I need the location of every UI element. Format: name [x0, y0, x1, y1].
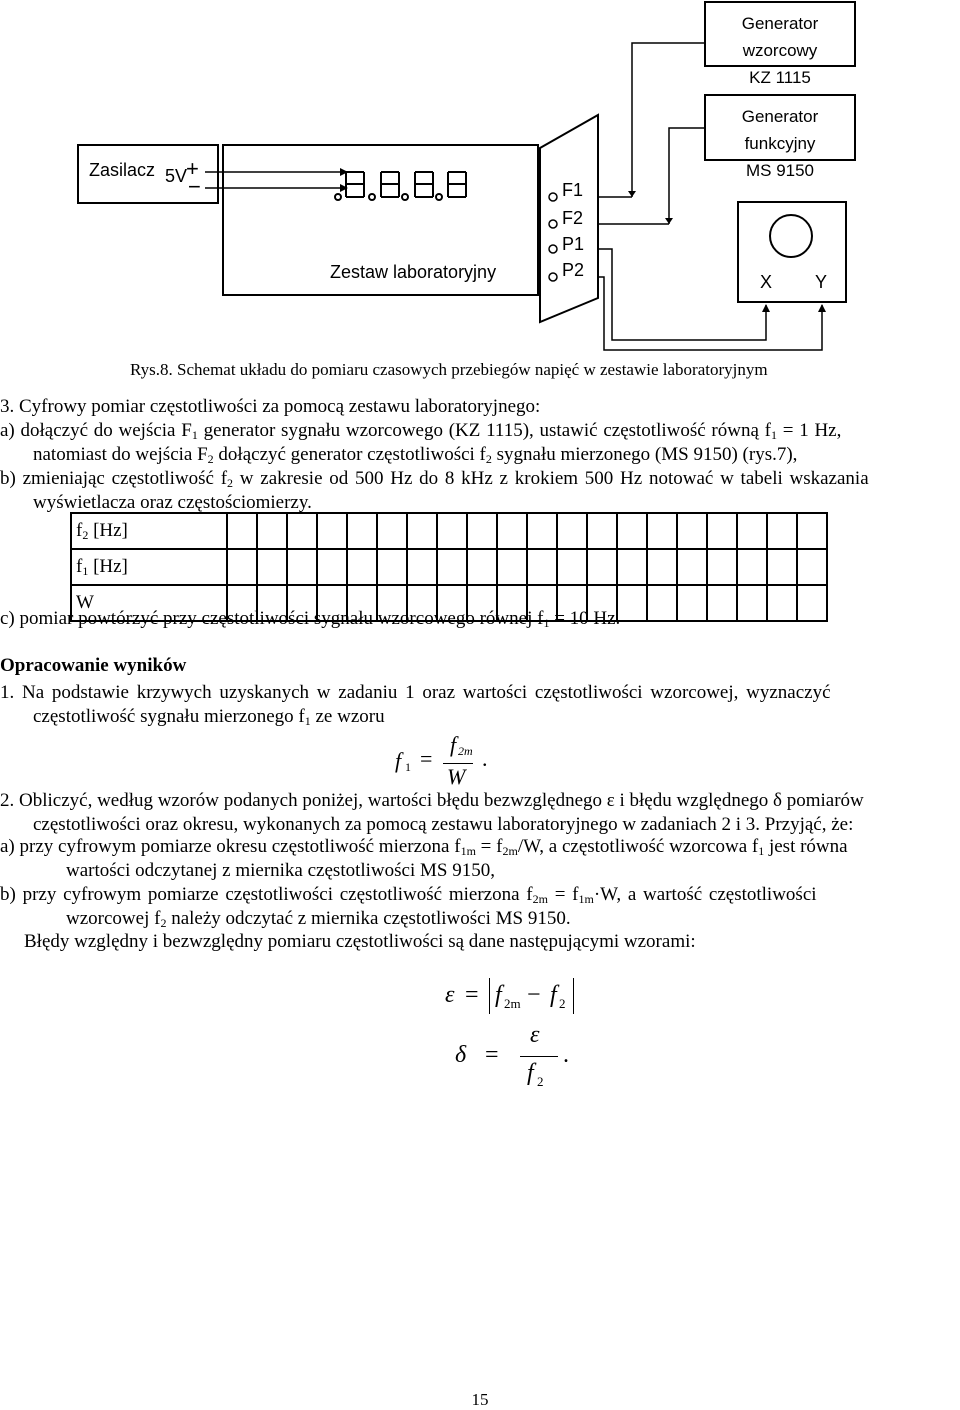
p3-line: Błędy względny i bezwzględny pomiaru częstotliwości są dane następującymi wzorami:: [24, 931, 696, 952]
voltage-label: 5V: [165, 166, 188, 186]
p2-line1: 2. Obliczyć, według wzorów podanych poniżej, wartości błędu bezwzględnego ε i błędu względnego δ pomiarów: [0, 790, 864, 811]
y-label: Y: [815, 272, 828, 292]
measurement-table: [70, 512, 828, 622]
table-row: [71, 549, 827, 585]
eps-symbol: ε: [445, 982, 455, 1008]
generator-wzorcowy-box: [705, 10, 855, 91]
zestaw-label: Zestaw laboratoryjny: [330, 262, 497, 282]
formula1-dot: .: [482, 746, 488, 771]
page-number: 15: [471, 1390, 489, 1409]
section3-c: c) pomiar powtórzyć przy częstotliwości sygnału wzorcowego równej $f_1 = 10$ Hz.: [0, 608, 621, 630]
section3-b-line2: wyświetlacza oraz częstościomierzy.: [33, 492, 312, 513]
delta-symbol: δ: [455, 1042, 467, 1068]
formula1-lhs: f: [395, 748, 402, 773]
minus-sign-formula: −: [527, 982, 541, 1008]
section3-a-line2: natomiast do wejścia $F_2$ dołączyć generator częstotliwości $f_2$ sygnału mierzonego (MS 9150) (rys.7),: [33, 444, 798, 466]
gen-wz-line1: Generator wzorcowy: [741, 14, 819, 60]
x-label: X: [760, 272, 773, 292]
port-p2: P2: [562, 260, 585, 280]
gen-wz-line2: KZ 1115: [749, 68, 811, 87]
formula1-lhs-sub: 1: [405, 760, 411, 774]
section3-a-line1: a) dołączyć do wejścia $F_1$ generator sygnału wzorcowego (KZ 1115), ustawić częstotliwość równą $f_1 = 1$ Hz,: [0, 420, 842, 442]
generator-funkcyjny-box: [705, 103, 855, 184]
eps-numerator: ε: [530, 1022, 540, 1048]
row-label-w: W: [71, 585, 227, 621]
f2m-symbol: f: [495, 982, 502, 1008]
figure-caption: Rys.8. Schemat układu do pomiaru czasowych przebiegów napięć w zestawie laboratoryjnym: [130, 360, 768, 379]
zasilacz-label: Zasilacz: [89, 160, 156, 180]
abs-right-bar: [573, 978, 574, 1014]
p1-line2: częstotliwość sygnału mierzonego $f_1$ ze wzoru: [33, 706, 385, 728]
formula1-eq: =: [420, 746, 433, 771]
p2a-line2: wartości odczytanej z miernika częstotliwości MS 9150,: [66, 860, 495, 881]
p2a-line1: a) przy cyfrowym pomiarze okresu częstotliwość mierzona $f_{1m} = f_{2m}/W$, a częstotliwość wzorcowa $f_1$ jest równa: [0, 836, 848, 858]
fraction-bar: [520, 1056, 558, 1057]
p2b-line2: wzorcowej $f_2$ należy odczytać z miernika częstotliwości MS 9150.: [66, 908, 571, 930]
formula-delta: [455, 1022, 615, 1102]
opracowanie-heading: Opracowanie wyników: [0, 655, 187, 676]
formula-epsilon: [445, 972, 605, 1022]
minus-sign: −: [188, 174, 201, 199]
f2m-sub: 2m: [504, 996, 521, 1011]
formula1-den: W: [447, 764, 466, 789]
port-f2: F2: [562, 208, 584, 228]
f2-sub: 2: [559, 996, 566, 1011]
p1-line1: 1. Na podstawie krzywych uzyskanych w zadaniu 1 oraz wartości częstotliwości wzorcowej, wyznaczyć: [0, 682, 831, 703]
row-label-f2: $f_2$ [Hz]: [71, 513, 227, 549]
gen-fun-line2: MS 9150: [745, 161, 815, 180]
table-row: [71, 513, 827, 549]
f2-denominator: f: [527, 1060, 534, 1086]
formula-f1: [395, 732, 515, 792]
p2-line2: częstotliwości oraz okresu, wykonanych za pomocą zestawu laboratoryjnego w zadaniach 2 i 3. Przyjąć, że:: [33, 814, 854, 835]
p2b-line1: b) przy cyfrowym pomiarze częstotliwości częstotliwość mierzona $f_{2m} = f_{1m}\cdot W$, a wartość częstotliwości: [0, 884, 817, 906]
port-p1: P1: [562, 234, 585, 254]
circuit-diagram: [0, 0, 960, 360]
delta-dot: .: [563, 1042, 569, 1068]
f2-symbol: f: [550, 982, 557, 1008]
row-label-f1: $f_1$ [Hz]: [71, 549, 227, 585]
section3-heading: 3. Cyfrowy pomiar częstotliwości za pomocą zestawu laboratoryjnego:: [0, 396, 541, 417]
formula1-num: f: [450, 732, 457, 757]
section3-b-line1: b) zmieniając częstotliwość $f_2$ w zakresie od 500 Hz do 8 kHz z krokiem 500 Hz notować w tabeli wskazania: [0, 468, 869, 490]
eq-sign: =: [465, 982, 479, 1008]
port-f1: F1: [562, 180, 584, 200]
gen-fun-line1: Generator funkcyjny: [741, 107, 819, 153]
eq-sign-2: =: [485, 1042, 499, 1068]
f2-den-sub: 2: [537, 1074, 544, 1089]
formula1-num-sub: 2m: [458, 744, 473, 758]
abs-left-bar: [489, 978, 490, 1014]
plus-sign: +: [186, 156, 199, 181]
